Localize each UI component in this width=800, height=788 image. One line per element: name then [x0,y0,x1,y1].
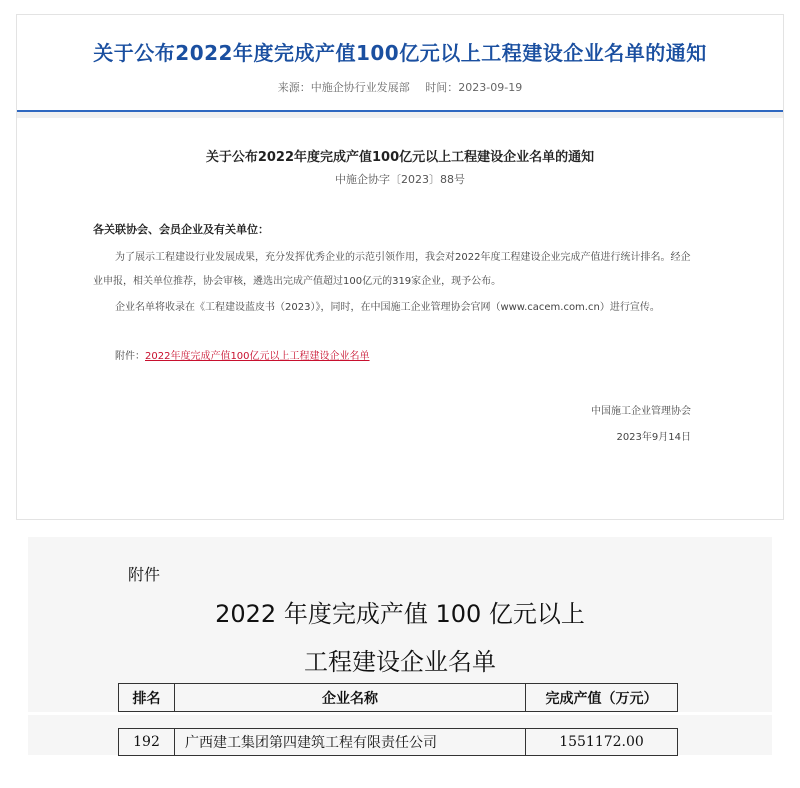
crop-gap [28,712,772,715]
signature-org: 中国施工企业管理协会 [591,406,691,417]
table-row-company: 广西建工集团第四建筑工程有限责任公司 [174,728,526,756]
column-header-output-value: 完成产值（万元） [525,683,678,712]
attachment-label: 附件： [115,351,145,362]
document-number: 中施企协字〔2023〕88号 [335,173,465,186]
column-header-company: 企业名称 [174,683,526,712]
notice-title: 关于公布2022年度完成产值100亿元以上工程建设企业名单的通知 [205,150,595,165]
attachment-link[interactable]: 2022年度完成产值100亿元以上工程建设企业名单 [145,351,370,362]
site-article-title: 关于公布2022年度完成产值100亿元以上工程建设企业名单的通知 [93,41,707,65]
list-title-line-2: 工程建设企业名单 [304,648,496,676]
paragraph-2: 企业名单将收录在《工程建设蓝皮书（2023）》，同时，在中国施工企业管理协会官网（www.cacem.com.cn）进行宣传。 [115,302,660,313]
article-time: 时间：2023-09-19 [425,81,523,94]
table-row-value: 1551172.00 [525,728,678,756]
attachment-line [115,347,370,362]
attachment-heading: 附件 [128,565,161,584]
signature-date: 2023年9月14日 [616,432,691,443]
article-meta [17,79,783,95]
column-header-rank: 排名 [118,683,175,712]
table-row-rank: 192 [118,728,175,756]
divider-band [17,112,783,118]
article-source: 来源：中施企协行业发展部 [277,81,410,94]
paragraph-1-line-1: 为了展示工程建设行业发展成果，充分发挥优秀企业的示范引领作用，我会对2022年度工程建设企业完成产值进行统计排名。经企 [115,252,691,263]
salutation: 各关联协会、会员企业及有关单位： [93,223,269,236]
list-title-line-1: 2022 年度完成产值 100 亿元以上 [215,600,585,628]
paragraph-1-line-2: 业申报，相关单位推荐，协会审核，遴选出完成产值超过100亿元的319家企业，现予公布。 [93,276,502,287]
notice-panel [16,14,784,520]
